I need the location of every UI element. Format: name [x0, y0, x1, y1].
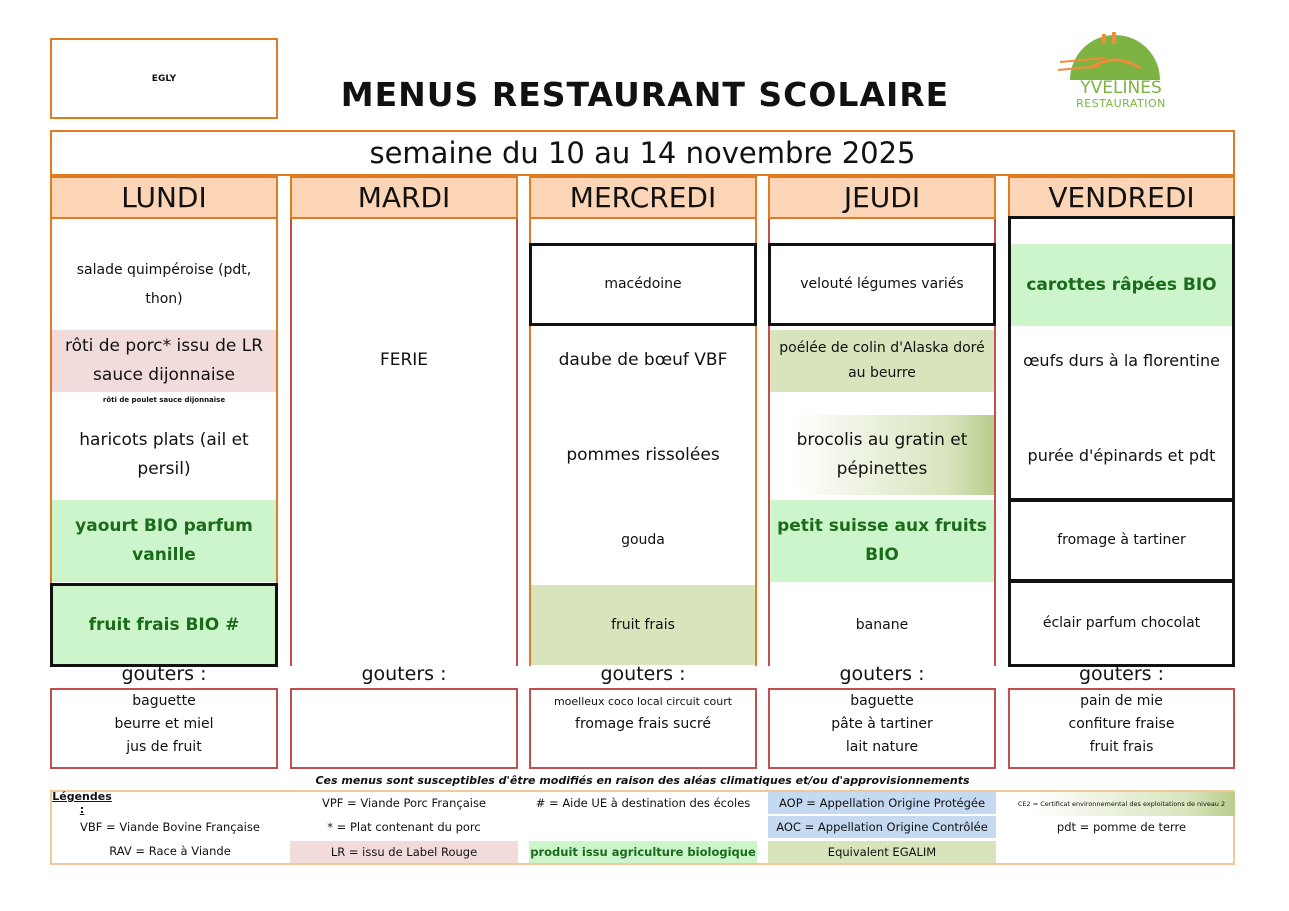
gouter-item: pâte à tartiner: [831, 716, 933, 732]
legend-pdt: pdt = pomme de terre: [1056, 820, 1187, 834]
gouter-item: pain de mie: [1080, 693, 1163, 709]
legend-rav: RAV = Race à Viande: [109, 844, 231, 858]
gouter-item: baguette: [132, 693, 196, 709]
legend-vbf: VBF = Viande Bovine Française: [80, 820, 260, 834]
lundi-plat: rôti de porc* issu de LR sauce dijonnaise: [52, 330, 276, 392]
logo-text-1: YVELINES: [1080, 78, 1162, 98]
gouters-mardi: [290, 688, 518, 769]
mercredi-dessert: fruit frais: [531, 585, 755, 665]
gouters-title-mardi: gouters :: [361, 663, 447, 685]
jeudi-accompagnement: brocolis au gratin et pépinettes: [770, 415, 994, 495]
disclaimer-note: Ces menus sont susceptibles d'être modifiés en raison des aléas climatiques et/ou d'approvisionnements: [315, 773, 970, 787]
yvelines-restauration-logo: [1050, 30, 1180, 115]
jeudi-dessert: banane: [855, 616, 909, 633]
school-name: EGLY: [151, 73, 177, 84]
legend-title: Légendes :: [52, 790, 112, 816]
lundi-accompagnement: haricots plats (ail et persil): [79, 430, 249, 479]
gouters-title-jeudi: gouters :: [839, 663, 925, 685]
legend-bio: produit issu agriculture biologique: [529, 841, 757, 863]
day-header-jeudi: JEUDI: [768, 176, 996, 219]
gouter-item: lait nature: [845, 739, 919, 755]
vendredi-accompagnement: purée d'épinards et pdt: [1027, 445, 1216, 465]
legend-egalim: Equivalent EGALIM: [768, 841, 996, 863]
school-name-box: [50, 38, 278, 119]
gouter-item: fromage frais sucré: [575, 716, 711, 732]
day-header-lundi: LUNDI: [50, 176, 278, 219]
mardi-ferie: FERIE: [379, 350, 429, 370]
day-header-vendredi: VENDREDI: [1008, 176, 1235, 219]
jeudi-plat: poélée de colin d'Alaska doré au beurre: [770, 330, 994, 392]
legend-ue: # = Aide UE à destination des écoles: [535, 796, 751, 810]
lundi-laitage: yaourt BIO parfum vanille: [52, 500, 276, 582]
gouter-item: jus de fruit: [126, 739, 202, 755]
week-title: semaine du 10 au 14 novembre 2025: [50, 130, 1235, 176]
gouters-mercredi: [529, 688, 757, 769]
mercredi-plat: daube de bœuf VBF: [558, 349, 728, 370]
mercredi-laitage: gouda: [621, 531, 665, 548]
gouter-item: beurre et miel: [114, 716, 214, 732]
column-mardi: [290, 219, 518, 666]
vendredi-dessert: éclair parfum chocolat: [1008, 580, 1235, 667]
gouters-title-mercredi: gouters :: [600, 663, 686, 685]
vendredi-entree: carottes râpées BIO: [1011, 244, 1232, 326]
gouter-item: moelleux coco local circuit court: [553, 695, 733, 708]
jeudi-laitage: petit suisse aux fruits BIO: [770, 500, 994, 582]
mercredi-entree: macédoine: [529, 243, 757, 326]
legend-vpf: VPF = Viande Porc Française: [321, 796, 487, 810]
gouter-item: baguette: [850, 693, 914, 709]
legend-porc: * = Plat contenant du porc: [327, 820, 481, 834]
gouters-lundi: [50, 688, 278, 769]
lundi-plat-alt: rôti de poulet sauce dijonnaise: [102, 396, 226, 404]
legend-ce2: CE2 = Certificat environnemental des exploitations de niveau 2: [1008, 792, 1235, 816]
logo-text-2: RESTAURATION: [1076, 97, 1166, 110]
gouters-jeudi: [768, 688, 996, 769]
gouters-vendredi: [1008, 688, 1235, 769]
gouters-title-lundi: gouters :: [121, 663, 207, 685]
day-header-mardi: MARDI: [290, 176, 518, 219]
gouters-title-vendredi: gouters :: [1078, 663, 1165, 685]
legend-lr: LR = issu de Label Rouge: [290, 841, 518, 863]
legend-aop: AOP = Appellation Origine Protégée: [768, 792, 996, 814]
legend-aoc: AOC = Appellation Origine Contrôlée: [768, 816, 996, 838]
lundi-entree: salade quimpéroise (pdt, thon): [76, 262, 252, 307]
gouter-item: fruit frais: [1089, 739, 1154, 755]
lundi-dessert: fruit frais BIO #: [50, 583, 278, 667]
day-header-mercredi: MERCREDI: [529, 176, 757, 219]
jeudi-entree: velouté légumes variés: [768, 243, 996, 326]
mercredi-accompagnement: pommes rissolées: [566, 444, 720, 465]
gouter-item: confiture fraise: [1068, 716, 1175, 732]
vendredi-laitage: fromage à tartiner: [1008, 499, 1235, 582]
page-title: MENUS RESTAURANT SCOLAIRE: [340, 74, 950, 114]
vendredi-plat: œufs durs à la florentine: [1023, 350, 1220, 370]
